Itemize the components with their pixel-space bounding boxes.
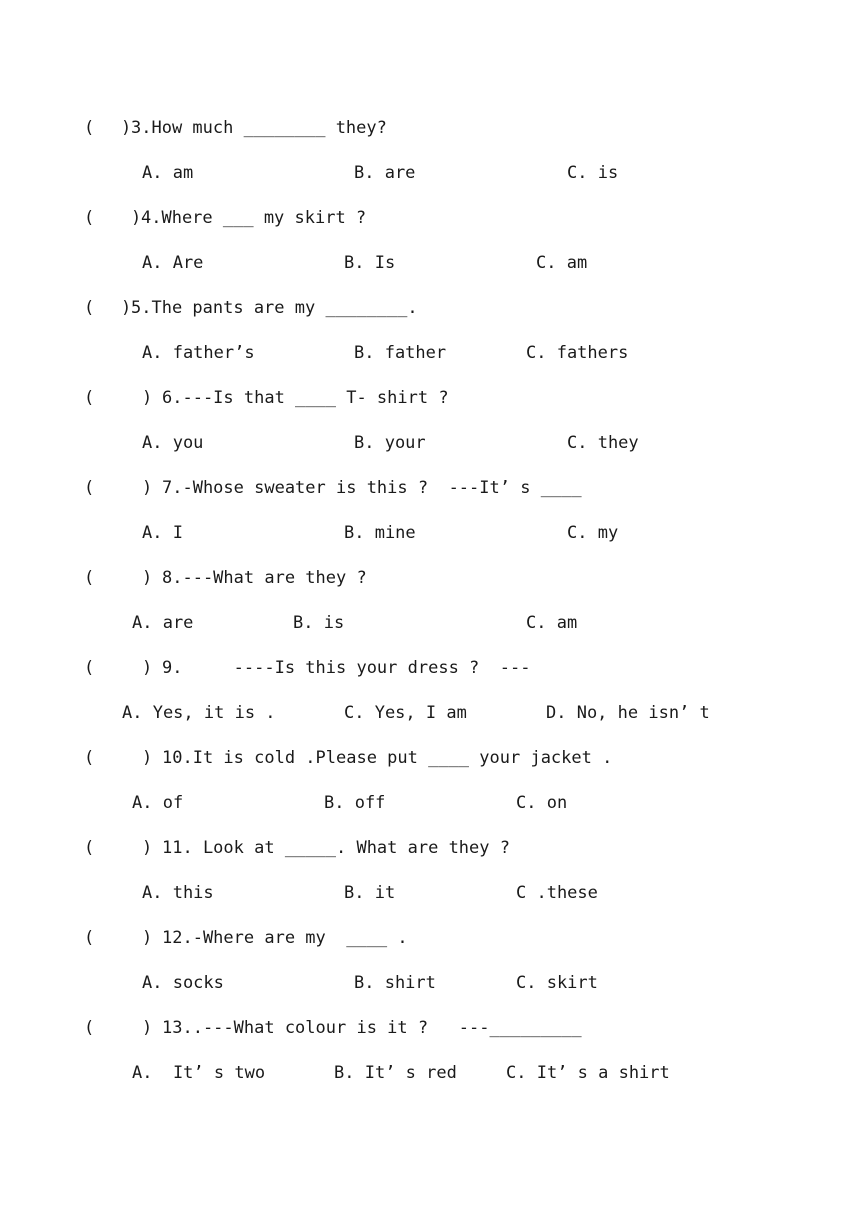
option-a: A. It’ s two	[132, 1063, 266, 1083]
option-a: A. this	[142, 883, 214, 903]
option-a: A. socks	[142, 973, 224, 993]
answer-bracket-open: (	[84, 1018, 95, 1038]
question-6-row	[0, 385, 449, 411]
option-b: B. shirt	[354, 973, 436, 993]
question-stem: 3.How much ________ they?	[131, 118, 387, 138]
option-a: A. Are	[142, 253, 204, 273]
answer-bracket-open: (	[84, 478, 95, 498]
question-stem: 13..---What colour is it ? ---_________	[162, 1018, 582, 1038]
option-a: A. are	[132, 613, 194, 633]
answer-bracket-open: (	[84, 298, 95, 318]
question-5-options	[0, 340, 629, 366]
question-9-options	[0, 700, 710, 726]
option-c: C. It’ s a shirt	[506, 1063, 670, 1083]
option-b: B. off	[324, 793, 386, 813]
answer-bracket-open: (	[84, 568, 95, 588]
option-b: B. it	[344, 883, 396, 903]
question-stem: 7.-Whose sweater is this ? ---It’ s ____	[162, 478, 582, 498]
option-c: C. on	[516, 793, 568, 813]
question-stem: 6.---Is that ____ T- shirt ?	[162, 388, 449, 408]
answer-bracket-open: (	[84, 118, 95, 138]
question-9-row	[0, 655, 531, 681]
question-12-options	[0, 970, 598, 996]
question-13-options	[0, 1060, 670, 1086]
question-stem: 11. Look at _____. What are they ?	[162, 838, 510, 858]
answer-bracket-close: )	[142, 1018, 153, 1038]
option-c: C .these	[516, 883, 598, 903]
option-b: B. It’ s red	[334, 1063, 457, 1083]
option-c: C. they	[567, 433, 639, 453]
option-a: A. you	[142, 433, 204, 453]
question-8-options	[0, 610, 578, 636]
question-stem: 5.The pants are my ________.	[131, 298, 418, 318]
question-4-row	[0, 205, 367, 231]
option-a: A. father’s	[142, 343, 255, 363]
answer-bracket-close: )	[142, 928, 153, 948]
answer-bracket-close: )	[142, 478, 153, 498]
question-5-row	[0, 295, 418, 321]
question-11-options	[0, 880, 598, 906]
question-12-row	[0, 925, 408, 951]
answer-bracket-close: )	[131, 208, 142, 228]
question-6-options	[0, 430, 639, 456]
option-b: B. your	[354, 433, 426, 453]
answer-bracket-open: (	[84, 748, 95, 768]
answer-bracket-open: (	[84, 658, 95, 678]
question-stem: 9. ----Is this your dress ? ---	[162, 658, 531, 678]
option-b: B. are	[354, 163, 416, 183]
question-stem: 4.Where ___ my skirt ?	[141, 208, 367, 228]
question-3-row	[0, 115, 387, 141]
answer-bracket-open: (	[84, 208, 95, 228]
option-c: C. my	[567, 523, 619, 543]
option-c: C. is	[567, 163, 619, 183]
question-7-options	[0, 520, 619, 546]
question-stem: 8.---What are they ?	[162, 568, 367, 588]
question-11-row	[0, 835, 510, 861]
question-stem: 10.It is cold .Please put ____ your jacket .	[162, 748, 613, 768]
answer-bracket-close: )	[142, 388, 153, 408]
question-7-row	[0, 475, 582, 501]
question-8-row	[0, 565, 367, 591]
question-10-row	[0, 745, 613, 771]
question-stem: 12.-Where are my ____ .	[162, 928, 408, 948]
answer-bracket-close: )	[121, 118, 132, 138]
option-c: C. fathers	[526, 343, 629, 363]
option-c: C. Yes, I am	[344, 703, 467, 723]
option-c: C. skirt	[516, 973, 598, 993]
question-10-options	[0, 790, 568, 816]
answer-bracket-close: )	[121, 298, 132, 318]
answer-bracket-close: )	[142, 658, 153, 678]
answer-bracket-close: )	[142, 838, 153, 858]
answer-bracket-close: )	[142, 568, 153, 588]
option-b: B. mine	[344, 523, 416, 543]
option-b: B. father	[354, 343, 447, 363]
question-13-row	[0, 1015, 582, 1041]
option-a: A. am	[142, 163, 194, 183]
option-b: B. is	[293, 613, 345, 633]
answer-bracket-open: (	[84, 838, 95, 858]
option-a: A. of	[132, 793, 184, 813]
answer-bracket-close: )	[142, 748, 153, 768]
answer-bracket-open: (	[84, 928, 95, 948]
option-a: A. I	[142, 523, 183, 543]
option-d: D. No, he isn’ t	[546, 703, 710, 723]
question-4-options	[0, 250, 588, 276]
answer-bracket-open: (	[84, 388, 95, 408]
option-b: B. Is	[344, 253, 396, 273]
option-a: A. Yes, it is .	[122, 703, 276, 723]
option-c: C. am	[526, 613, 578, 633]
option-c: C. am	[536, 253, 588, 273]
question-3-options	[0, 160, 619, 186]
